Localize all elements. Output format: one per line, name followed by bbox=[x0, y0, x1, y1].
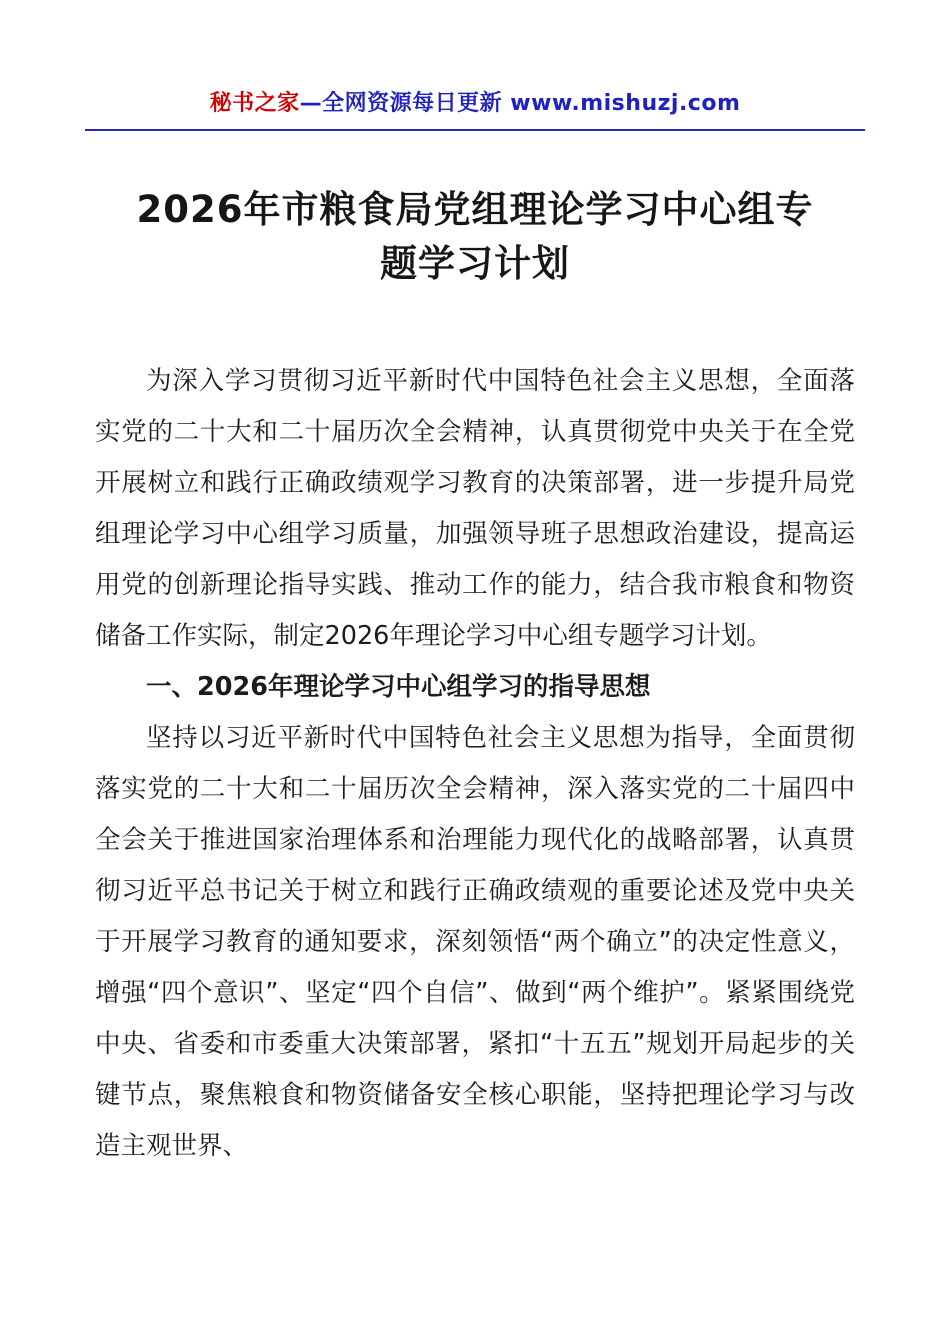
site-tagline: —全网资源每日更新 bbox=[299, 91, 511, 116]
site-brand: 秘书之家 bbox=[209, 91, 300, 116]
document-title: 2026年市粮食局党组理论学习中心组专题学习计划 bbox=[136, 188, 814, 285]
document-body bbox=[95, 356, 855, 1172]
paragraph-intro: 为深入学习贯彻习近平新时代中国特色社会主义思想，全面落实党的二十大和二十届历次全会精神，认真贯彻党中央关于在全党开展树立和践行正确政绩观学习教育的决策部署，进一步提升局党组理论学习中心组学习质量，加强领导班子思想政治建设，提高运用党的创新理论指导实践、推动工作的能力，结合我市粮食和物资储备工作实际，制定2026年理论学习中心组专题学习计划。 bbox=[95, 366, 855, 652]
header-divider bbox=[85, 129, 865, 131]
paragraph-guiding-thought: 坚持以习近平新时代中国特色社会主义思想为指导，全面贯彻落实党的二十大和二十届历次全会精神，深入落实党的二十届四中全会关于推进国家治理体系和治理能力现代化的战略部署，认真贯彻习近平总书记关于树立和践行正确政绩观的重要论述及党中央关于开展学习教育的通知要求，深刻领悟“两个确立”的决定性意义，增强“四个意识”、坚定“四个自信”、做到“两个维护”。紧紧围绕党中央、省委和市委重大决策部署，紧扣“十五五”规划开局起步的关键节点，聚焦粮食和物资储备安全核心职能，坚持把理论学习与改造主观世界、 bbox=[95, 723, 855, 1162]
site-header bbox=[0, 0, 950, 117]
site-url-link[interactable]: www.mishuzj.com bbox=[510, 91, 741, 116]
section-heading-1: 一、2026年理论学习中心组学习的指导思想 bbox=[146, 672, 651, 703]
